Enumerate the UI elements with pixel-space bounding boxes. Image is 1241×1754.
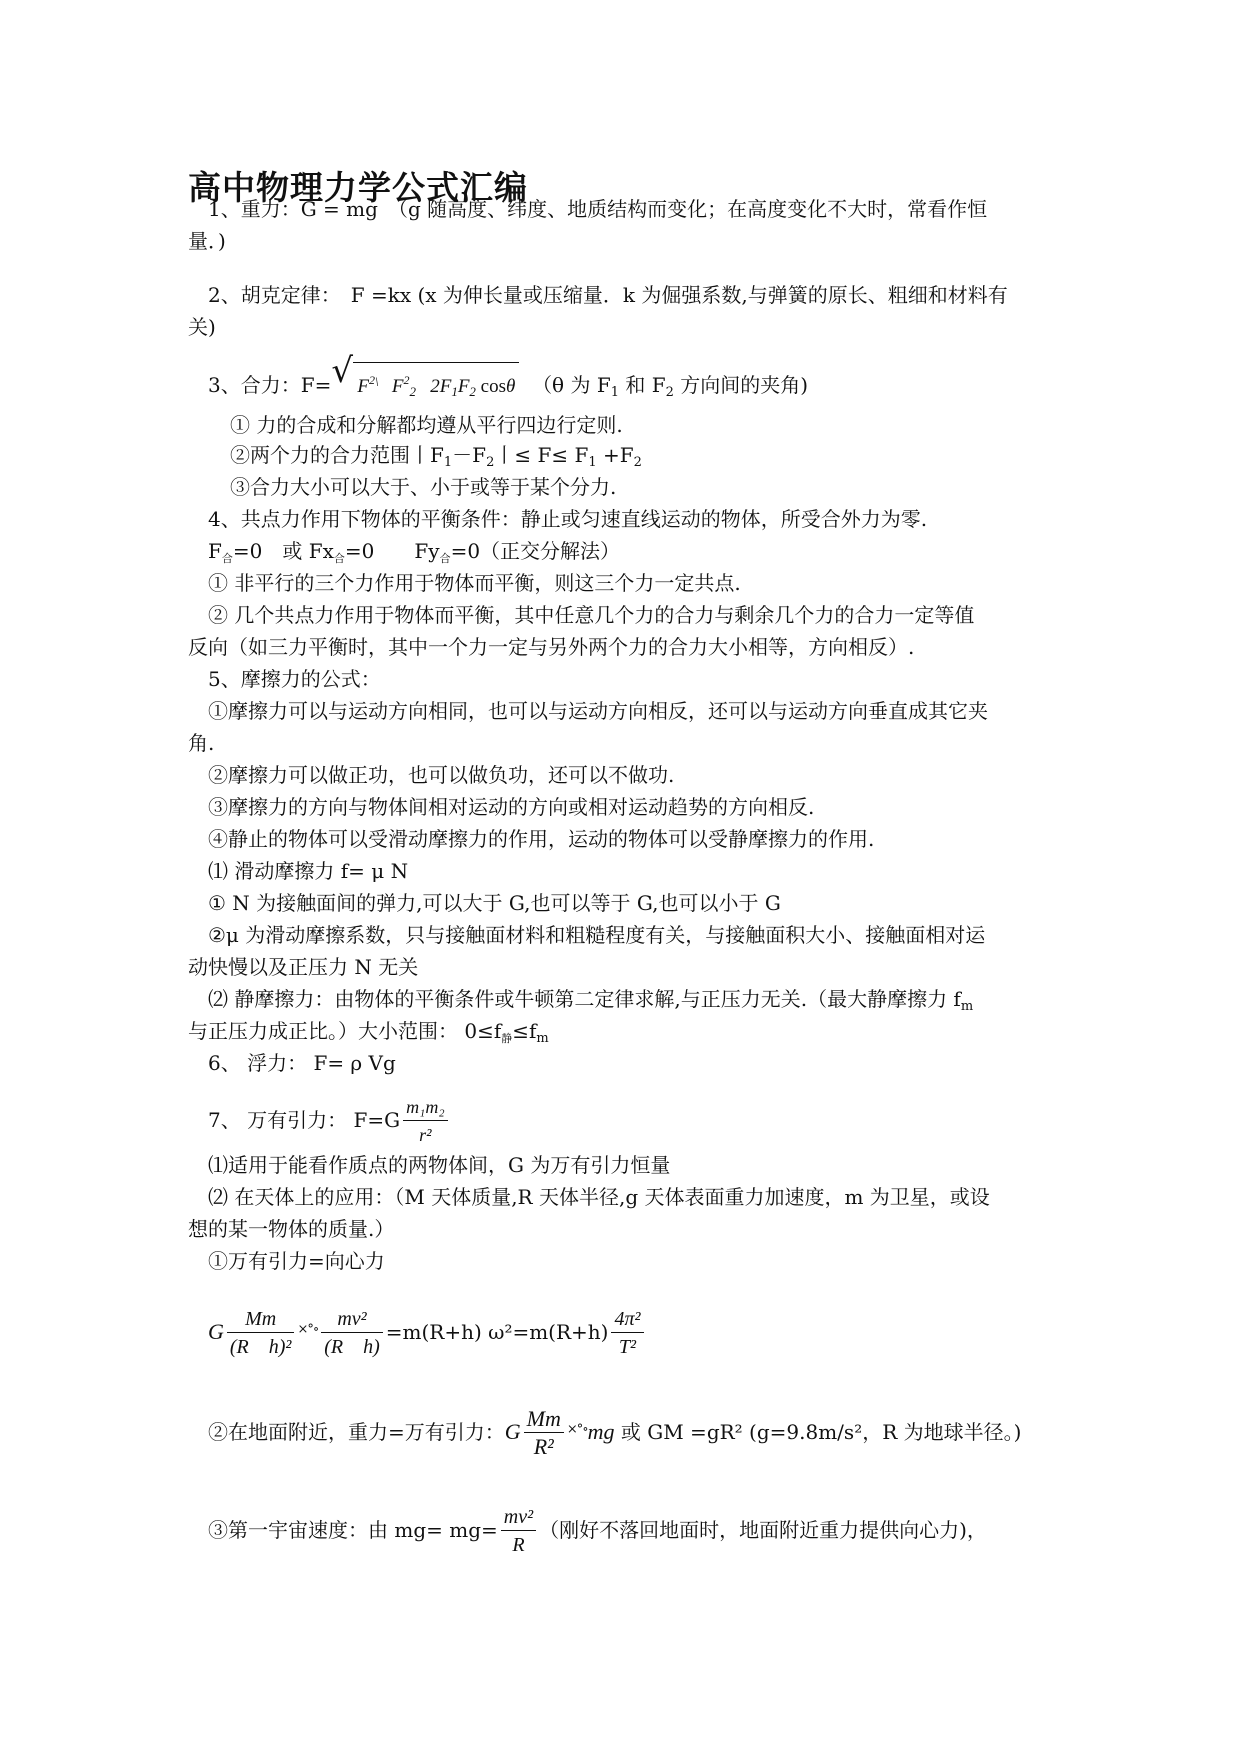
fraction-numerator: 4π² — [611, 1306, 643, 1333]
math-sub: 2 — [469, 384, 476, 399]
text-line: 5、摩擦力的公式： — [208, 667, 381, 691]
text-line: ⑴适用于能看作质点的两物体间，G 为万有引力恒量 — [208, 1153, 671, 1177]
fraction-numerator: mv² — [321, 1306, 383, 1333]
text-fragment: ≤f — [512, 1019, 537, 1043]
math-symbol: mg — [587, 1419, 615, 1444]
text-fragment: 或 GM =gR² (g=9.8m/s²，R 为地球半径。) — [614, 1420, 1022, 1444]
text-fragment: =m(R+h) ω²=m(R+h) — [385, 1320, 609, 1344]
math-sub: 2 — [409, 384, 416, 399]
math-symbol: 2F — [430, 376, 452, 397]
math-sub: 合 — [333, 552, 345, 565]
math-symbol: F — [457, 376, 470, 397]
fraction-denominator: R² — [533, 1434, 554, 1459]
fraction-numerator: mv² — [501, 1504, 536, 1531]
fraction-denominator: (R h)² — [229, 1336, 292, 1358]
math-symbol: cos — [475, 376, 506, 397]
text-line: 6、 浮力： F= ρ Vg — [208, 1051, 396, 1075]
text-fragment: =0 Fy — [344, 539, 440, 563]
text-line: ③摩擦力的方向与物体间相对运动的方向或相对运动趋势的方向相反. — [208, 795, 815, 819]
formula-surface-gravity — [208, 1400, 1021, 1462]
math-sub: 2 — [665, 385, 674, 400]
text-line: ① 非平行的三个力作用于物体而平衡，则这三个力一定共点. — [208, 571, 741, 595]
math-sub: 1 — [588, 455, 597, 470]
text-line: 反向（如三力平衡时，其中一个力一定与另外两个力的合力大小相等，方向相反）. — [188, 635, 915, 659]
text-fragment: 方向间的夹角) — [673, 373, 809, 397]
math-sup: 2 — [403, 373, 410, 387]
fraction — [611, 1306, 643, 1361]
math-sub: m — [536, 1031, 549, 1046]
text-line: ② 几个共点力作用于物体而平衡，其中任意几个力的合力与剩余几个力的合力一定等值 — [208, 603, 975, 627]
math-symbol: ×°∘ — [297, 1322, 319, 1337]
text-fragment: 3、合力：F= — [208, 373, 332, 397]
text-fragment: 和 F — [618, 373, 666, 397]
fraction — [501, 1504, 536, 1559]
text-line: ④静止的物体可以受滑动摩擦力的作用，运动的物体可以受静摩擦力的作用. — [208, 827, 875, 851]
math-sub: 1 — [451, 384, 458, 399]
fraction — [524, 1406, 564, 1461]
formula-first-cosmic-velocity — [208, 1500, 987, 1560]
text-line: ① N 为接触面间的弹力,可以大于 G,也可以等于 G,也可以小于 G — [208, 891, 781, 915]
math-symbol: F — [391, 376, 404, 397]
math-sub: 1 — [610, 385, 619, 400]
math-sub: 合 — [221, 552, 233, 565]
fraction-numerator: Mm — [227, 1306, 295, 1333]
text-fragment: 与正压力成正比。）大小范围： 0≤f — [188, 1019, 502, 1043]
text-line: 角. — [188, 731, 215, 755]
text-line: 2、胡克定律： F =kx (x 为伸长量或压缩量．k 为倔强系数,与弹簧的原长、粗细和材料有 — [208, 283, 1008, 307]
text-fragment: ②两个力的合力范围丨F — [230, 443, 444, 467]
math-sup: 2 — [368, 373, 375, 387]
text-line: 想的某一物体的质量.） — [188, 1217, 395, 1241]
math-sub: 2 — [633, 455, 642, 470]
text-fragment: ⑵ 静摩擦力：由物体的平衡条件或牛顿第二定律求解,与正压力无关.（最大静摩擦力 f — [208, 987, 961, 1011]
text-fragment: ③第一宇宙速度：由 mg= mg= — [208, 1518, 498, 1542]
fraction-denominator: T² — [618, 1336, 637, 1358]
text-fragment: F — [208, 539, 222, 563]
text-line: ③合力大小可以大于、小于或等于某个分力. — [230, 475, 617, 499]
text-fragment: 丨≤ F≤ F — [494, 443, 589, 467]
math-symbol: G — [504, 1419, 521, 1444]
math-sub: 1 — [443, 455, 453, 470]
text-line: 4、共点力作用下物体的平衡条件：静止或匀速直线运动的物体，所受合外力为零. — [208, 507, 928, 531]
text-line: ① 力的合成和分解都均遵从平行四边行定则. — [230, 413, 623, 437]
sqrt-expression — [331, 351, 809, 408]
text-fragment: ②在地面附近，重力=万有引力： — [208, 1420, 505, 1444]
text-line: 量．) — [188, 229, 226, 253]
math-sub: 合 — [439, 552, 451, 565]
text-fragment: =0（正交分解法） — [450, 539, 621, 563]
text-fragment: －F — [452, 443, 487, 467]
math-sub: 2 — [486, 455, 495, 470]
fraction-numerator: m₁m₂ — [403, 1094, 448, 1121]
math-symbol: ×°∘ — [566, 1422, 588, 1437]
fraction — [403, 1094, 448, 1149]
text-fragment: （刚好不落回地面时，地面附近重力提供向心力)， — [539, 1518, 987, 1542]
math-symbol: \ — [374, 374, 378, 389]
fraction — [321, 1306, 383, 1361]
formula-resultant-force — [208, 351, 809, 408]
formula-gravitation — [208, 1094, 451, 1149]
text-line: ①万有引力=向心力 — [208, 1249, 385, 1273]
math-symbol: F — [357, 376, 369, 397]
fraction-denominator: (R h) — [324, 1336, 380, 1358]
text-line: ②摩擦力可以做正功，也可以做负功，还可以不做功. — [208, 763, 675, 787]
math-sub: m — [960, 999, 974, 1014]
text-line: ⑴ 滑动摩擦力 f= μ N — [208, 859, 409, 883]
text-line: ⑵ 在天体上的应用：（M 天体质量,R 天体半径,g 天体表面重力加速度，m 为卫星，或设 — [208, 1185, 990, 1209]
text-line: 1、重力：G = mg （g 随高度、纬度、地质结构而变化；在高度变化不大时，常看作恒 — [208, 197, 988, 221]
math-symbol: G — [208, 1319, 224, 1344]
formula-centripetal — [208, 1300, 647, 1362]
text-fragment: 7、 万有引力： F=G — [208, 1108, 401, 1132]
math-symbol: θ — [506, 376, 516, 397]
text-fragment: =0 或 Fx — [232, 539, 334, 563]
text-fragment: （θ 为 F — [532, 373, 611, 397]
fraction-denominator: R — [512, 1534, 525, 1556]
document-title: 高中物理力学公式汇编 — [188, 168, 528, 207]
math-sub: 静 — [501, 1032, 513, 1045]
text-line: 动快慢以及正压力 N 无关 — [188, 955, 419, 979]
fraction-numerator: Mm — [524, 1406, 564, 1433]
text-line: ②μ 为滑动摩擦系数，只与接触面材料和粗糙程度有关，与接触面积大小、接触面相对运 — [208, 923, 986, 947]
sqrt-sign-icon: √ — [331, 351, 354, 391]
text-line: 关) — [188, 315, 216, 339]
fraction — [227, 1306, 295, 1361]
text-fragment: +F — [596, 443, 634, 467]
text-line: ①摩擦力可以与运动方向相同，也可以与运动方向相反，还可以与运动方向垂直成其它夹 — [208, 699, 988, 723]
fraction-denominator: r² — [419, 1125, 432, 1145]
